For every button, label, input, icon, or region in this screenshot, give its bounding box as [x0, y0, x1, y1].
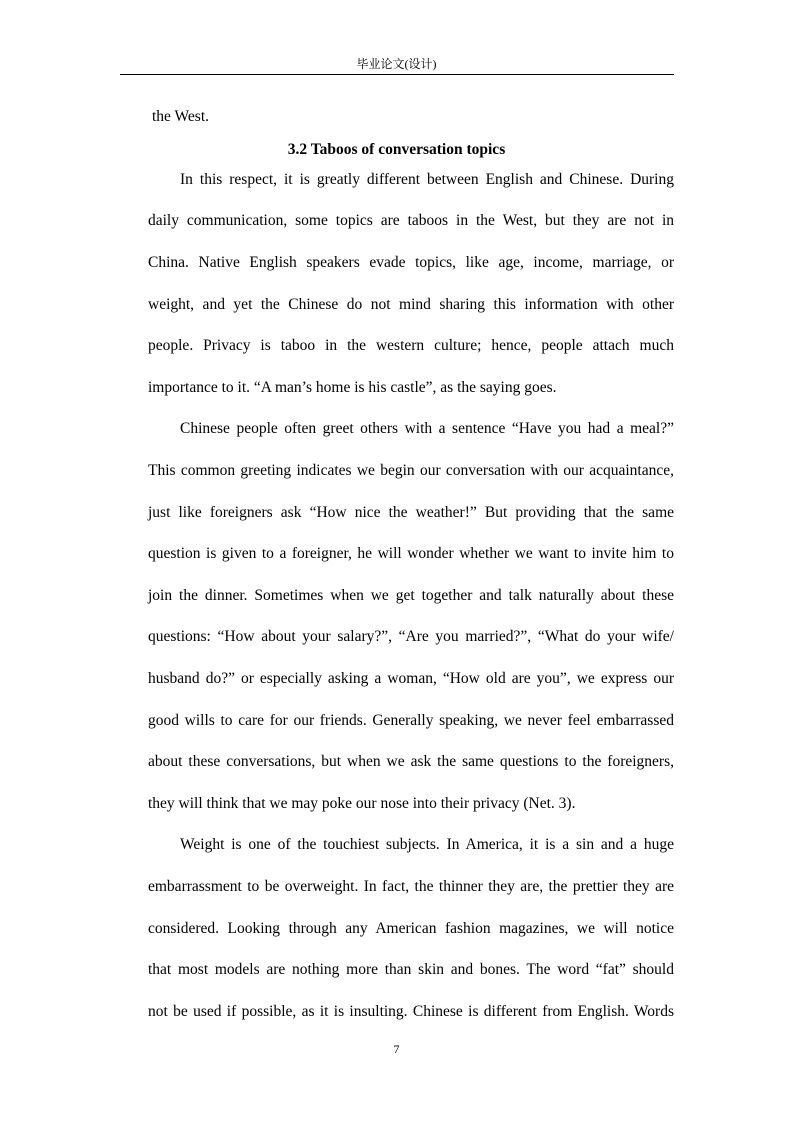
body-line: husband do?” or especially asking a woman, “How old are you”, we express our — [148, 670, 674, 687]
section-heading: 3.2 Taboos of conversation topics — [287, 141, 506, 158]
body-line: embarrassment to be overweight. In fact, the thinner they are, the prettier they are — [148, 878, 674, 895]
body-line: questions: “How about your salary?”, “Are you married?”, “What do your wife/ — [148, 628, 674, 645]
body-line: good wills to care for our friends. Generally speaking, we never feel embarrassed — [148, 712, 674, 729]
body-line: they will think that we may poke our nose into their privacy (Net. 3). — [148, 795, 576, 812]
header-divider — [120, 74, 674, 75]
body-line: considered. Looking through any American fashion magazines, we will notice — [148, 920, 674, 937]
body-line: about these conversations, but when we ask the same questions to the foreigners, — [148, 753, 674, 770]
body-line: join the dinner. Sometimes when we get together and talk naturally about these — [148, 587, 674, 604]
body-line: China. Native English speakers evade topics, like age, income, marriage, or — [148, 254, 674, 271]
body-line: that most models are nothing more than skin and bones. The word “fat” should — [148, 961, 674, 978]
page-number: 7 — [393, 1042, 400, 1056]
body-line: daily communication, some topics are taboos in the West, but they are not in — [148, 212, 674, 229]
body-line: importance to it. “A man’s home is his castle”, as the saying goes. — [148, 379, 557, 396]
body-line: Weight is one of the touchiest subjects. In America, it is a sin and a huge — [180, 836, 674, 853]
body-line: weight, and yet the Chinese do not mind sharing this information with other — [148, 296, 674, 313]
body-line: just like foreigners ask “How nice the weather!” But providing that the same — [148, 504, 674, 521]
page-header-title: 毕业论文(设计) — [356, 57, 437, 71]
body-line: In this respect, it is greatly different between English and Chinese. During — [180, 171, 674, 188]
body-line: Chinese people often greet others with a sentence “Have you had a meal?” — [180, 420, 674, 437]
body-line: the West. — [152, 108, 210, 125]
body-line: This common greeting indicates we begin our conversation with our acquaintance, — [148, 462, 674, 479]
body-line: not be used if possible, as it is insulting. Chinese is different from English. Words — [148, 1003, 674, 1020]
body-line: people. Privacy is taboo in the western culture; hence, people attach much — [148, 337, 674, 354]
body-line: question is given to a foreigner, he will wonder whether we want to invite him to — [148, 545, 674, 562]
